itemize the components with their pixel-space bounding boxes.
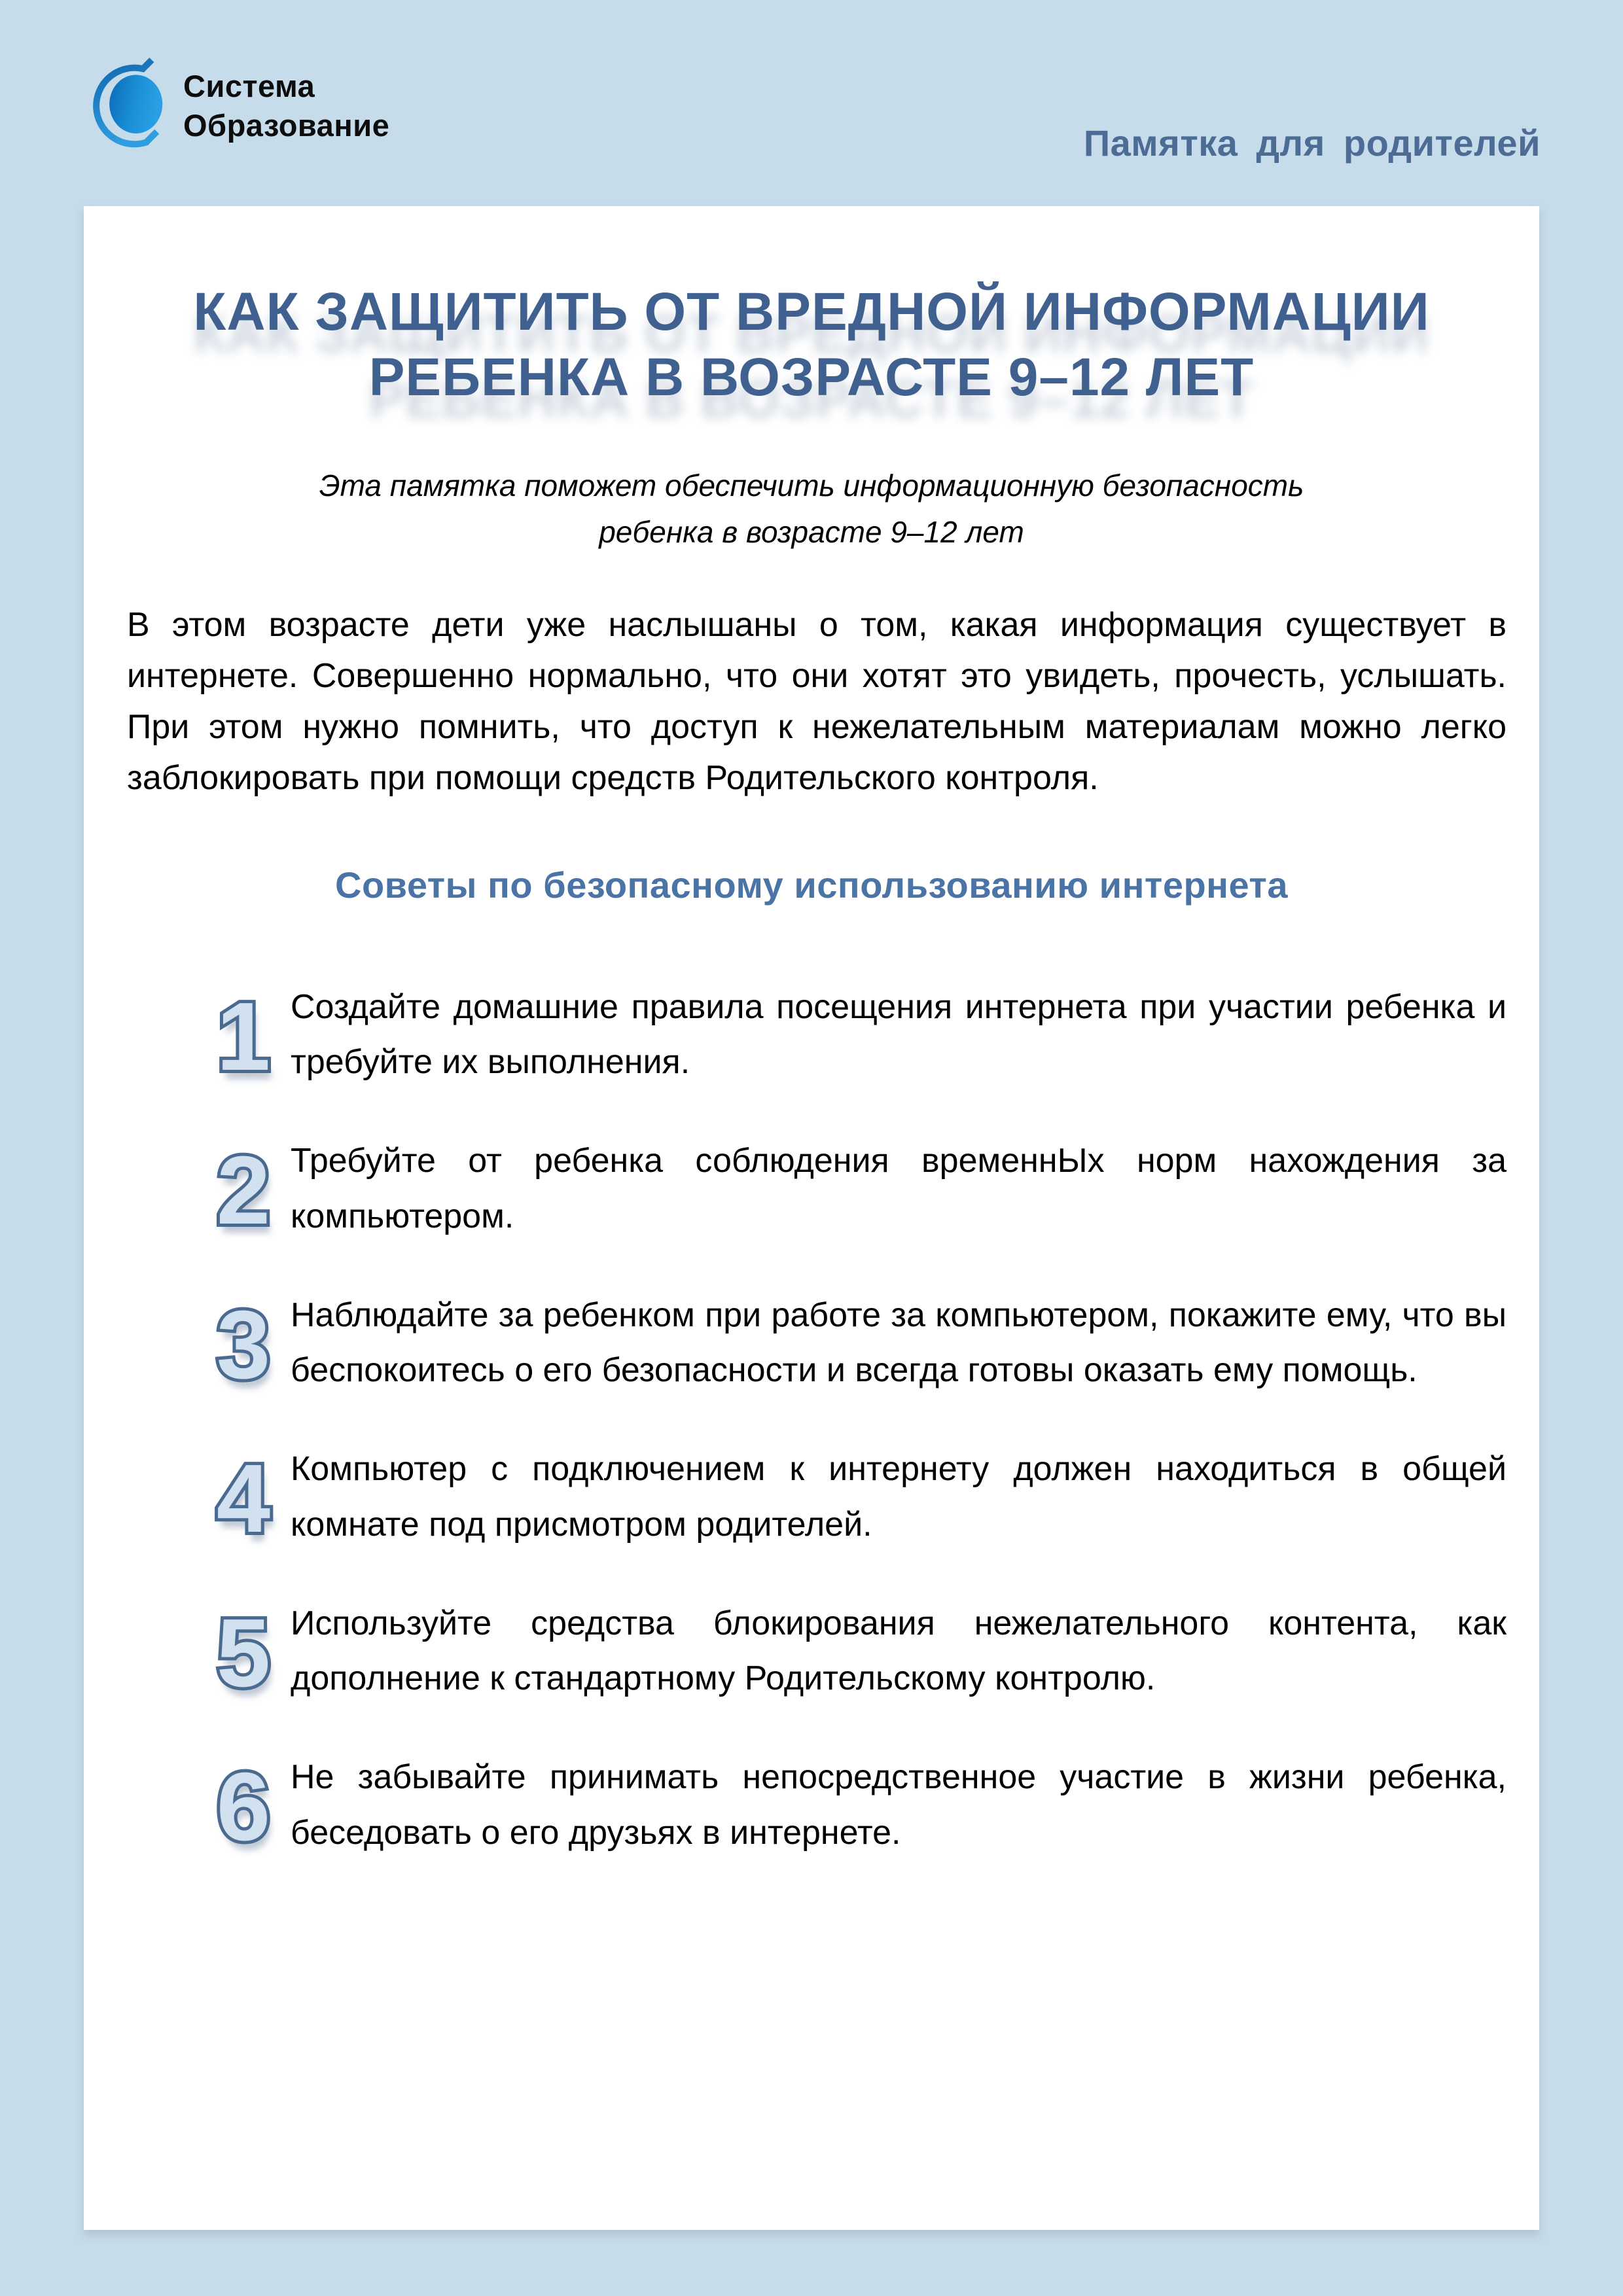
tip-text: Требуйте от ребенка соблюдения временнЫх норм нахождения за компьютером. — [291, 1142, 1507, 1235]
logo-text-line1: Система — [183, 68, 315, 103]
page-title-line2: РЕБЕНКА В ВОЗРАСТЕ 9–12 ЛЕТ — [368, 347, 1255, 408]
tip-number-glyph: 1 1 — [217, 989, 270, 1086]
tip-text: Создайте домашние правила посещения интернета при участии ребенка и требуйте их выполнения. — [291, 987, 1507, 1082]
tip-text: Используйте средства блокирования нежелательного контента, как дополнение к стандартному Родительскому контролю. — [291, 1604, 1507, 1698]
tip-text: Наблюдайте за ребенком при работе за компьютером, покажите ему, что вы беспокоитесь о его безопасности и всегда готовы оказать ему помощь. — [291, 1296, 1507, 1390]
tip-text: Компьютер с подключением к интернету должен находиться в общей комнате под присмотром родителей. — [291, 1450, 1507, 1544]
tip-item — [207, 1441, 1507, 1553]
tip-number-glyph: 5 5 — [217, 1605, 270, 1702]
tip-number — [207, 1137, 280, 1245]
tip-number — [207, 982, 280, 1091]
tip-item — [207, 1596, 1507, 1707]
logo-text-line2: Образование — [183, 108, 390, 143]
tip-text: Не забывайте принимать непосредственное участие в жизни ребенка, беседовать о его друзьях в интернете. — [291, 1758, 1507, 1852]
globe-swoosh-icon — [90, 54, 174, 158]
subtitle-line2: ребенка в возрасте 9–12 лет — [599, 515, 1024, 550]
tip-number — [207, 1753, 280, 1862]
tip-number-glyph: 6 6 — [217, 1759, 270, 1856]
section-heading: Советы по безопасному использованию интернета — [335, 864, 1288, 906]
intro-paragraph: В этом возрасте дети уже наслышаны о том, какая информация существует в интернете. Совершенно нормально, что они хотят это увидеть, прочесть, услышать. При этом нужно помнить, что доступ к нежелательным материалам можно легко заблокировать при помощи средств Родительского контроля. — [127, 605, 1507, 797]
logo-text — [183, 67, 389, 145]
tip-number — [207, 1445, 280, 1553]
tip-number — [207, 1598, 280, 1707]
tip-item — [207, 1288, 1507, 1399]
header-badge: Памятка для родителей — [1083, 122, 1541, 164]
tip-item — [207, 1750, 1507, 1861]
tip-number-glyph: 4 4 — [217, 1451, 270, 1547]
tip-item — [207, 980, 1507, 1091]
tip-number-glyph: 2 2 — [217, 1142, 270, 1239]
subtitle-line1: Эта памятка поможет обеспечить информационную безопасность — [319, 468, 1304, 503]
tips-list — [207, 980, 1507, 1861]
page-header — [0, 0, 1623, 206]
memo-card — [84, 206, 1539, 2230]
subtitle — [123, 463, 1500, 556]
page-title-line1: КАК ЗАЩИТИТЬ ОТ ВРЕДНОЙ ИНФОРМАЦИИ — [193, 282, 1430, 342]
page-title — [110, 279, 1513, 410]
logo — [90, 54, 389, 158]
tip-number-glyph: 3 3 — [217, 1297, 270, 1394]
tip-number — [207, 1290, 280, 1399]
tip-item — [207, 1133, 1507, 1245]
